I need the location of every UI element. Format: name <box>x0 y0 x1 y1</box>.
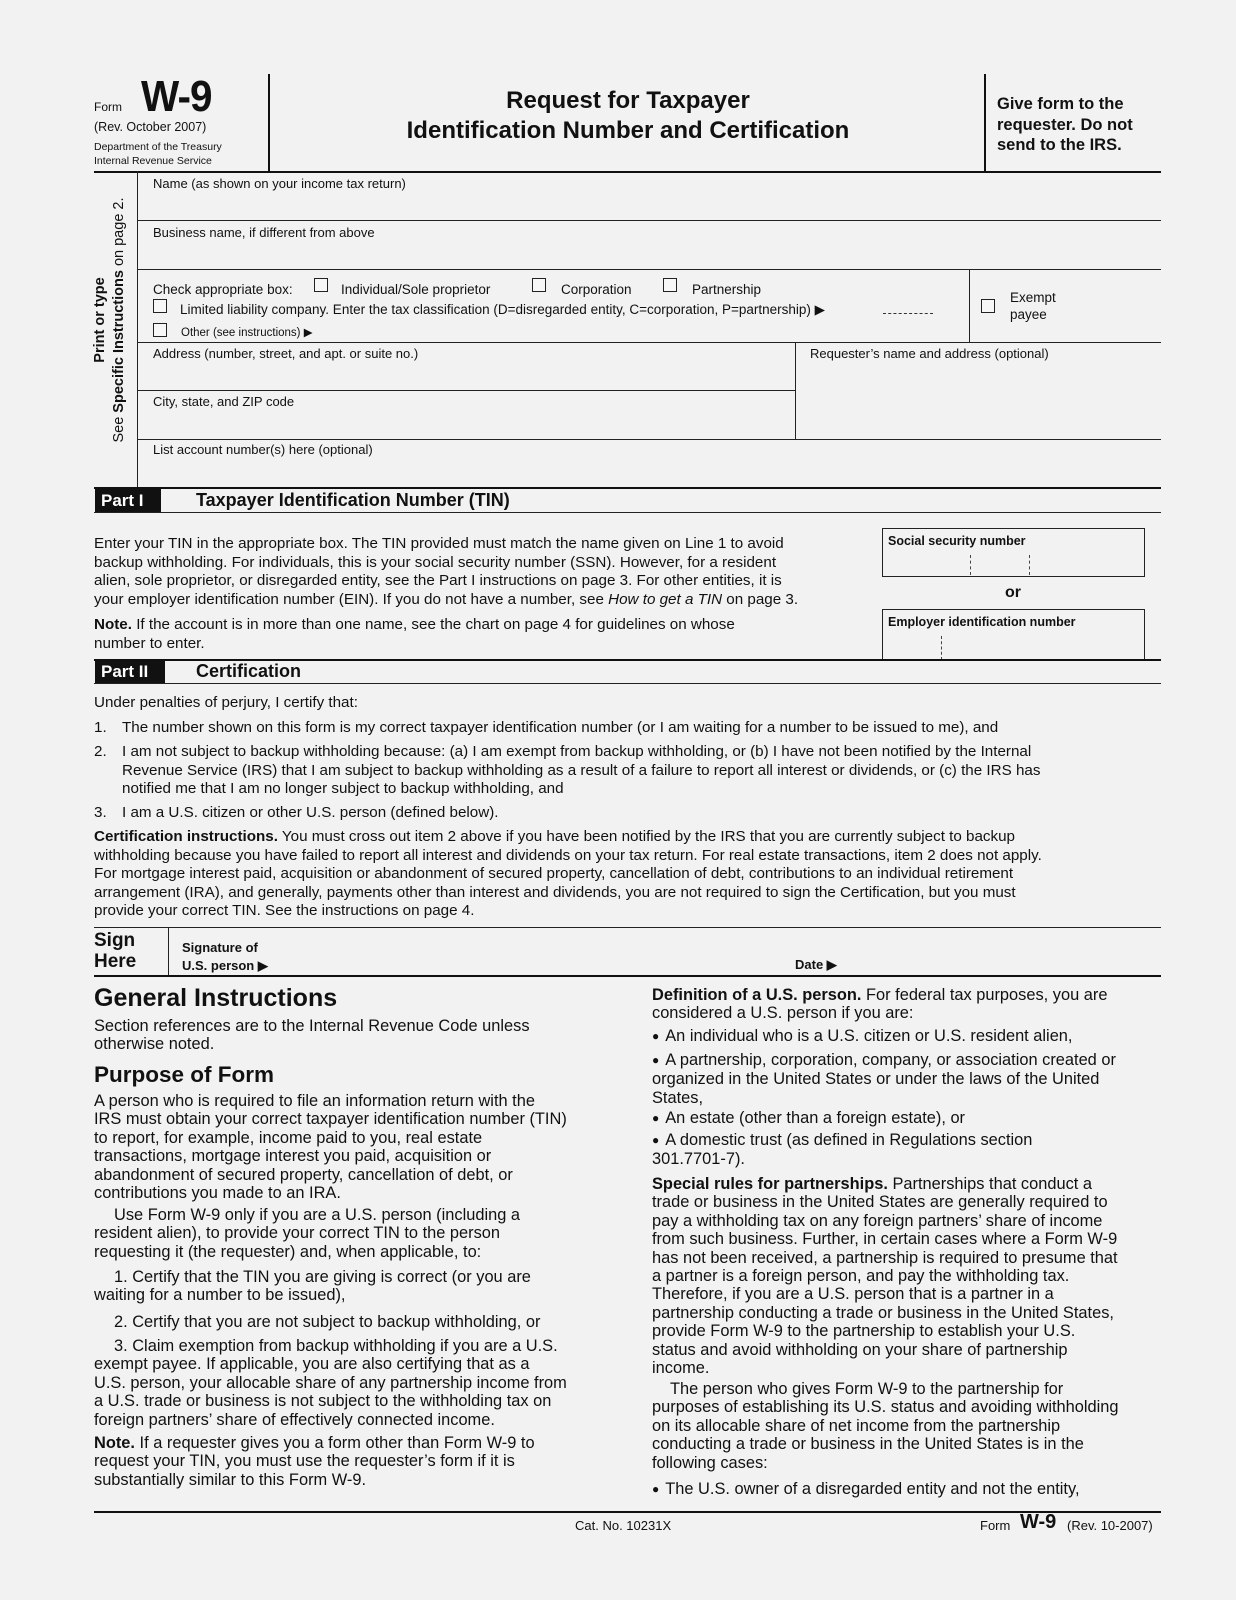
exempt-divider <box>969 269 970 342</box>
purpose-note <box>94 1434 535 1489</box>
signature-label <box>182 939 268 975</box>
purpose-note-line-3: substantially similar to this Form W-9. <box>94 1470 367 1489</box>
footer-form-number: W-9 <box>1020 1511 1057 1533</box>
partnership-label: Partnership <box>692 282 762 297</box>
give-form-note <box>997 94 1133 156</box>
business-name-input[interactable] <box>140 242 1158 268</box>
b2-line: ● A partnership, corporation, company, or association created or <box>652 1051 1116 1070</box>
requester-label: Requester’s name and address (optional) <box>810 346 1049 361</box>
part1-line-3: alien, sole proprietor, or disregarded entity, see the Part I instructions on page 3. For other entities, it is <box>94 572 782 589</box>
ssn-separator-2 <box>1029 555 1030 575</box>
rule-business <box>137 269 1161 270</box>
part2-tag: Part II <box>95 660 165 683</box>
name-label: Name (as shown on your income tax return) <box>153 176 406 191</box>
rule-city <box>137 439 1161 440</box>
p1-line: A person who is required to file an information return with the <box>94 1092 535 1110</box>
item2-text <box>122 743 1040 799</box>
purpose-note-line-1: If a requester gives you a form other than Form W-9 to <box>134 1434 535 1452</box>
sr-line: from such business. Further, in certain cases where a Form W-9 <box>652 1230 1118 1249</box>
ssn-label: Social security number <box>888 534 1026 548</box>
p3-line: waiting for a number to be issued), <box>94 1286 346 1305</box>
how-to-get-tin: How to get a TIN <box>608 590 723 608</box>
rp2-line: conducting a trade or business in the United States is in the <box>652 1435 1084 1454</box>
bullet-disregarded-entity: ● The U.S. owner of a disregarded entity and not the entity, <box>652 1480 1080 1499</box>
p5-line: a U.S. trade or business is not subject to the withholding tax on <box>94 1392 552 1411</box>
address-input[interactable] <box>140 362 792 388</box>
exempt-line-2: payee <box>1010 306 1047 322</box>
give-line-3: send to the IRS. <box>997 136 1122 154</box>
part1-line-1: Enter your TIN in the appropriate box. The TIN provided must match the name given on Line 1 to avoid <box>94 535 784 552</box>
or-label: or <box>1005 584 1021 601</box>
purpose-item-1 <box>94 1268 531 1305</box>
dept-line-1: Department of the Treasury <box>94 141 222 153</box>
signature-field[interactable] <box>300 930 780 974</box>
item2-line-2: Revenue Service (IRS) that I am subject to backup withholding as a result of a failure to report all interest or dividends, or (c) the IRS has <box>122 761 1041 779</box>
date-field[interactable] <box>850 940 1150 974</box>
side-divider <box>137 171 138 488</box>
sign-word: Sign <box>94 930 136 951</box>
side-prefix: See <box>111 412 127 443</box>
part1-line-4 <box>94 591 874 610</box>
def-line-1: For federal tax purposes, you are <box>861 986 1108 1004</box>
ci-line-4: arrangement (IRA), and generally, payments other than interest and dividends, you are not required to sign the Certification, but you must <box>94 883 1016 901</box>
revision-date: (Rev. October 2007) <box>94 120 207 134</box>
sr-line: pay a withholding tax on any foreign partners’ share of income <box>652 1211 1103 1230</box>
p2-line: resident alien), to provide your correct TIN to the person <box>94 1224 501 1243</box>
p3-line: 1. Certify that the TIN you are giving is correct (or you are <box>114 1268 531 1286</box>
individual-label: Individual/Sole proprietor <box>341 282 491 297</box>
sr-line: status and avoid withholding on your share of partnership <box>652 1340 1068 1359</box>
footer-revision: (Rev. 10-2007) <box>1067 1518 1153 1533</box>
city-label: City, state, and ZIP code <box>153 394 295 409</box>
footer-rule <box>94 1511 1161 1513</box>
note-label: Note. <box>94 616 132 633</box>
part1-paragraph <box>94 535 874 609</box>
side-instructions <box>91 180 129 460</box>
rule-sign-top <box>94 927 1161 928</box>
sr-line: provide Form W-9 to the partnership to establish your U.S. <box>652 1322 1076 1341</box>
rp2-line: purposes of establishing its U.S. status and avoiding withholding <box>652 1398 1119 1417</box>
rule-name <box>137 220 1161 221</box>
rule-address <box>137 390 795 391</box>
part1-line-4a: your employer identification number (EIN). If you do not have a number, see <box>94 590 609 608</box>
llc-checkbox[interactable] <box>153 299 167 313</box>
part1-line-2: backup withholding. For individuals, this is your social security number (SSN). However, for a resident <box>94 553 777 571</box>
rule-part2 <box>94 683 1161 684</box>
intro-line-1: Section references are to the Internal Revenue Code unless <box>94 1017 530 1035</box>
p2-line: Use Form W-9 only if you are a U.S. person (including a <box>114 1206 520 1224</box>
purpose-paragraph-2 <box>94 1206 520 1261</box>
special-rules-partnerships <box>652 1175 1118 1377</box>
side-bold: Specific Instructions <box>111 270 127 413</box>
ci-line-2: withholding because you have failed to report all interest and dividends on your tax return. For real estate transactions, item 2 does not apply. <box>94 846 1042 864</box>
item1-text: The number shown on this form is my correct taxpayer identification number (or I am waiting for a number to be issued to me), and <box>122 719 999 736</box>
individual-checkbox[interactable] <box>314 278 328 292</box>
p1-line: abandonment of secured property, cancellation of debt, or <box>94 1165 513 1184</box>
bullet-individual: ● An individual who is a U.S. citizen or U.S. resident alien, <box>652 1027 1072 1046</box>
sr-line-1: Partnerships that conduct a <box>887 1175 1093 1193</box>
ci-line-3: For mortgage interest paid, acquisition or abandonment of secured property, cancellation of debt, contributions to an individual retirement <box>94 865 1014 882</box>
rp2-line: on its allocable share of net income from the partnership <box>652 1416 1061 1435</box>
business-name-label: Business name, if different from above <box>153 225 375 240</box>
dept-line-2: Internal Revenue Service <box>94 155 212 167</box>
title-line-1: Request for Taxpayer <box>506 87 750 114</box>
exempt-payee-label <box>1010 290 1056 323</box>
rule-sign-bottom <box>94 975 1161 977</box>
signature-line-2: U.S. person ▶ <box>182 958 268 973</box>
sr-line: partnership conducting a trade or business in the United States, <box>652 1303 1114 1322</box>
ein-label: Employer identification number <box>888 615 1076 629</box>
here-word: Here <box>94 951 137 972</box>
header-bottom-rule <box>94 171 1161 173</box>
def-line-2: considered a U.S. person if you are: <box>652 1004 914 1023</box>
purpose-item-3 <box>94 1337 567 1429</box>
sr-line: income. <box>652 1359 710 1378</box>
ci-line-1: You must cross out item 2 above if you have been notified by the IRS that you are currently subject to backup <box>277 828 1015 845</box>
p5-line: exempt payee. If applicable, you are also certifying that as a <box>94 1355 530 1374</box>
header-divider-right <box>984 74 986 171</box>
perjury-intro: Under penalties of perjury, I certify that: <box>94 694 358 711</box>
requester-divider <box>795 342 796 440</box>
rp2-line: The person who gives Form W-9 to the partnership for <box>670 1380 1064 1398</box>
purpose-heading: Purpose of Form <box>94 1062 275 1087</box>
check-box-label: Check appropriate box: <box>153 282 293 297</box>
sr-line: trade or business in the United States are generally required to <box>652 1193 1108 1212</box>
sign-here-label <box>94 930 136 972</box>
ssn-box[interactable] <box>882 528 1145 577</box>
title-line-2: Identification Number and Certification <box>406 117 850 144</box>
side-line-2 <box>110 180 129 460</box>
certification-instructions <box>94 828 1042 921</box>
ein-separator <box>941 636 942 660</box>
intro-line-2: otherwise noted. <box>94 1035 215 1054</box>
rule-account <box>94 487 1161 489</box>
p1-line: transactions, mortgage interest you paid, acquisition or <box>94 1147 492 1166</box>
b4-line: ● A domestic trust (as defined in Regulations section <box>652 1131 1032 1150</box>
general-instructions-heading: General Instructions <box>94 984 338 1012</box>
item2-number: 2. <box>94 743 107 760</box>
purpose-paragraph-1 <box>94 1092 567 1202</box>
corporation-label: Corporation <box>561 282 632 297</box>
name-input[interactable] <box>140 192 1158 218</box>
p2-line: requesting it (the requester) and, when applicable, to: <box>94 1242 482 1261</box>
part2-title: Certification <box>196 661 302 681</box>
p1-line: IRS must obtain your correct taxpayer identification number (TIN) <box>94 1110 567 1129</box>
partnership-paragraph-2 <box>652 1380 1119 1472</box>
part1-title: Taxpayer Identification Number (TIN) <box>196 490 510 510</box>
purpose-item-2: 2. Certify that you are not subject to backup withholding, or <box>114 1313 541 1331</box>
bullet-estate: ● An estate (other than a foreign estate), or <box>652 1109 965 1128</box>
b4-line: 301.7701-7). <box>652 1150 745 1169</box>
ssn-separator-1 <box>970 555 971 575</box>
part1-tag: Part I <box>95 489 161 512</box>
llc-classification-input[interactable] <box>883 313 933 314</box>
llc-label: Limited liability company. Enter the tax classification (D=disregarded entity, C=corporation, P=partnership) ▶ <box>180 302 826 317</box>
part1-line-4b: on page 3. <box>722 590 799 608</box>
sr-label: Special rules for partnerships. <box>652 1175 888 1193</box>
rule-checkboxes <box>137 342 1161 343</box>
item2-line-3: notified me that I am no longer subject to backup withholding, and <box>122 780 564 797</box>
city-input[interactable] <box>140 410 792 436</box>
account-input[interactable] <box>140 458 1158 484</box>
part1-note <box>94 616 874 653</box>
footer-form-word: Form <box>980 1518 1011 1533</box>
item2-line-1: I am not subject to backup withholding because: (a) I am exempt from backup withholding, or (b) I have not been notified by the Internal <box>122 743 1032 760</box>
def-label: Definition of a U.S. person. <box>652 986 862 1004</box>
sr-line: Therefore, if you are a U.S. person that is a partner in a <box>652 1285 1054 1304</box>
item3-number: 3. <box>94 804 107 821</box>
p1-line: contributions you made to an IRA. <box>94 1184 341 1203</box>
requester-input[interactable] <box>800 362 1158 438</box>
signature-line-1: Signature of <box>182 940 258 955</box>
form-title <box>270 86 986 146</box>
purpose-note-label: Note. <box>94 1434 135 1452</box>
give-line-1: Give form to the <box>997 95 1124 113</box>
p5-line: foreign partners’ share of effectively connected income. <box>94 1410 495 1429</box>
b2-line: organized in the United States or under the laws of the United <box>652 1070 1100 1089</box>
note-line-1: If the account is in more than one name, see the chart on page 4 for guidelines on whose <box>131 616 735 633</box>
bullet-trust <box>652 1131 1032 1169</box>
date-label: Date ▶ <box>795 957 837 972</box>
ein-box[interactable] <box>882 609 1145 659</box>
item3-text: I am a U.S. citizen or other U.S. person (defined below). <box>122 804 499 821</box>
address-label: Address (number, street, and apt. or suite no.) <box>153 346 419 361</box>
sign-divider <box>168 927 169 976</box>
p5-line: U.S. person, your allocable share of any partnership income from <box>94 1373 567 1392</box>
item1-number: 1. <box>94 719 107 736</box>
note-line-2: number to enter. <box>94 634 205 652</box>
other-checkbox[interactable] <box>153 323 167 337</box>
form-number: W-9 <box>141 72 212 121</box>
ci-line-5: provide your correct TIN. See the instructions on page 4. <box>94 902 475 919</box>
ci-label: Certification instructions. <box>94 828 278 845</box>
p1-line: to report, for example, income paid to you, real estate <box>94 1128 483 1147</box>
rule-part1 <box>94 512 1161 513</box>
us-person-definition <box>652 986 1107 1023</box>
purpose-note-line-2: request your TIN, you must use the requester’s form if it is <box>94 1452 515 1471</box>
b2-line: States, <box>652 1088 704 1107</box>
exempt-line-1: Exempt <box>1010 290 1056 305</box>
exempt-payee-checkbox[interactable] <box>981 299 995 313</box>
catalog-number: Cat. No. 10231X <box>575 1518 672 1533</box>
side-suffix: on page 2. <box>111 197 127 271</box>
corporation-checkbox[interactable] <box>532 278 546 292</box>
other-label: Other (see instructions) ▶ <box>181 327 313 339</box>
account-label: List account number(s) here (optional) <box>153 442 373 457</box>
sr-line: has not been received, a partnership is required to presume that <box>652 1248 1118 1267</box>
bullet-partnership <box>652 1051 1116 1107</box>
general-intro <box>94 1017 530 1054</box>
side-line-1: Print or type <box>92 277 108 363</box>
form-word: Form <box>94 100 122 114</box>
p5-line: 3. Claim exemption from backup withholding if you are a U.S. <box>114 1337 558 1355</box>
partnership-checkbox[interactable] <box>663 278 677 292</box>
rp2-line: following cases: <box>652 1453 768 1472</box>
sr-line: a partner is a foreign person, and pay the withholding tax. <box>652 1267 1070 1286</box>
give-line-2: requester. Do not <box>997 115 1133 134</box>
